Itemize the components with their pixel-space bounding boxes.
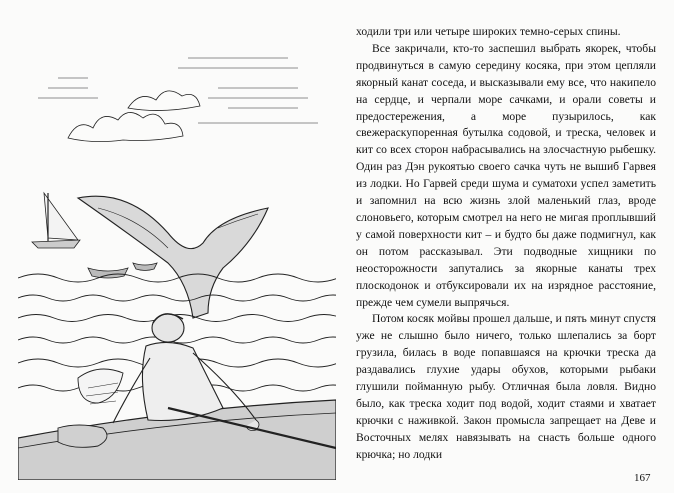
book-text-column xyxy=(356,24,656,474)
paragraph: Все закричали, кто-то заспешил выбрать якорек, чтобы продвинуться в самую середину косяка, при этом цепляли якорный канат соседа, и высказывали ему все, что накипело на сердце, и черпали море сачками, и орали советы и предостережения, а море пузырилось, как свежераскупоренная бутылка содовой, и треска, человек и кит со всех сторон набрасывались на злосчастную рыбешку. Один раз Дэн рукоятью своего сачка чуть не вышиб Гарвея из лодки. Но Гарвей среди шума и суматохи успел заметить и запомнил на всю жизнь злой маленький глаз, вроде слоновьего, которым смотрел на него не мигая проплывший у самой поверхности кит – и будто бы даже подмигнул, как он потом рассказывал. Эти подводные хищники по неосторожности запутались за якорные канаты трех плоскодонок и отбуксировали их на изрядное расстояние, прежде чем сумели выпрячься. xyxy=(356,41,656,309)
paragraph-continuation: ходили три или четыре широких темно-серых спины. xyxy=(356,25,621,38)
engraving-illustration xyxy=(18,28,336,480)
page-number: 167 xyxy=(634,472,651,484)
whale-tail-boat-drawing xyxy=(18,28,336,480)
paragraph: Потом косяк мойвы прошел дальше, и пять минут спустя уже не слышно было ничего, только шлепались за борт грузила, билась в воде попавшаяся на крючки треска да раздавались глухие удары обухов, которыми рыбаки глушили пойманную рыбу. Отличная была ловля. Видно было, как треска ходит под водой, ходит стаями и хватает крючки с наживкой. Закон промысла запрещает на Деве и Восточных мелях навязывать на снасть больше одного крючка; но лодки xyxy=(356,312,656,461)
